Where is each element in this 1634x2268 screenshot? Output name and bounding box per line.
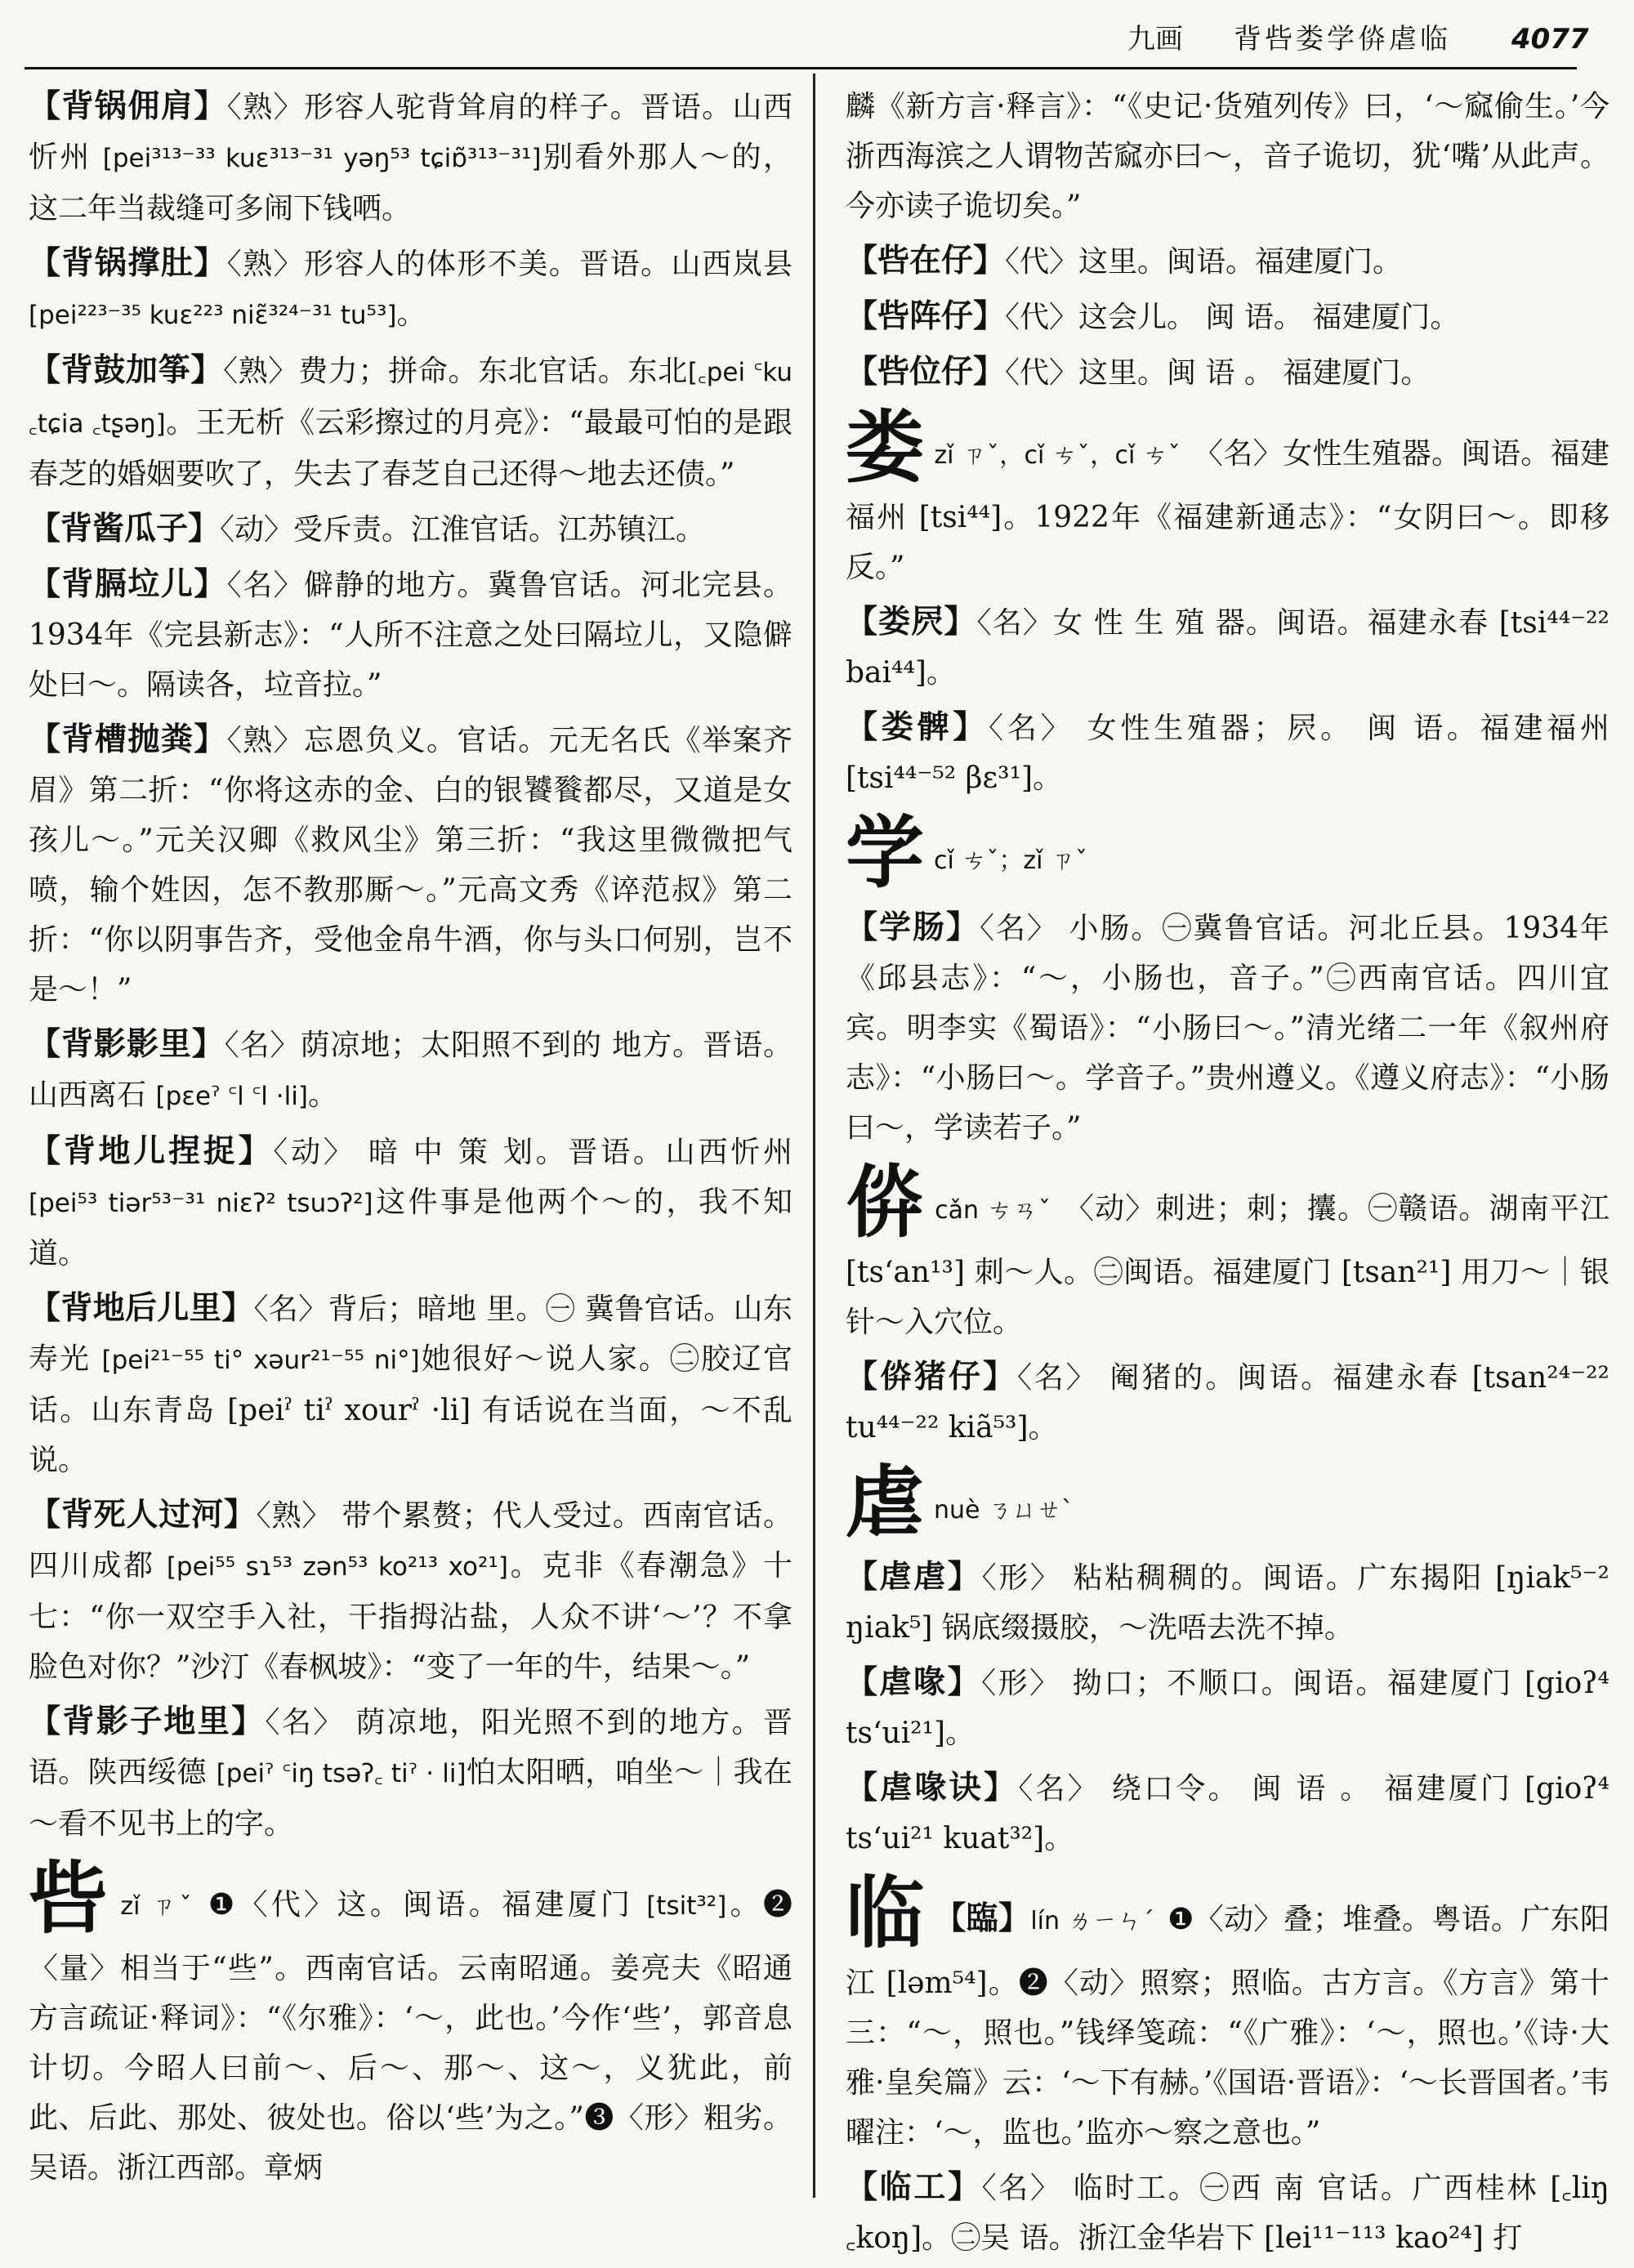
entry-ipa: [pei⁵⁵ sɿ⁵³ zən⁵³ ko²¹³ xo²¹]	[166, 1552, 508, 1582]
entry-body: 〈名〉荫凉地；太阳照不到的 地方。晋语。山西离石	[29, 1029, 792, 1112]
headword-pinyin: lín ㄌㄧㄣˊ	[1030, 1907, 1155, 1935]
headword-pinyin: nuè ㄋㄩㄝˋ	[934, 1496, 1074, 1525]
headword-pinyin: cǎn ㄘㄢˇ	[935, 1196, 1052, 1225]
entry	[29, 504, 792, 555]
headword-char: 学	[846, 806, 924, 899]
entry-head: 【学肠】	[846, 909, 980, 946]
entry-ipa: [pɛeˀ ꜂l ꜂l ·li]	[155, 1082, 308, 1111]
headword-char: 娄	[846, 401, 925, 493]
entry-body: 〈熟〉忘恩负义。官话。元无名氏《举案齐眉》第二折：“你将这赤的金、白的银饕餮都尽，又道是女孩儿～。”元关汉卿《救风尘》第三折：“我这里微微把气喷，输个姓因，怎不教那厮～。”元高文秀《谇范叔》第二折：“你以阴事告齐，受他金帛牛酒，你与头口何别，岂不是～！”	[29, 724, 792, 1007]
entry	[29, 1020, 792, 1122]
headword-pinyin: zǐ ㄗˇ，cǐ ㄘˇ，cǐ ㄘˇ	[934, 441, 1181, 470]
entry-head: 【虐喙诀】	[846, 1769, 1019, 1806]
entry-body: 〈熟〉形容人驼背耸肩的样子。晋语。山西忻州	[29, 91, 792, 174]
entry-body: 〈代〉这里。闽语。福建厦门。	[1005, 245, 1403, 279]
entry-head: 【背影影里】	[29, 1025, 225, 1063]
entry	[846, 236, 1609, 287]
entry-body: 〈名〉僻静的地方。冀鲁官话。河北完县。1934年《完县新志》：“人所不注意之处曰隔垃儿，又隐僻处曰～。隔读各，垃音拉。”	[29, 569, 792, 702]
entry-ipa: [pei²¹⁻⁵⁵ ti° xəur²¹⁻⁵⁵ ni°]	[101, 1346, 420, 1375]
entry-tail: 。	[396, 297, 426, 331]
headword-entry	[29, 1854, 792, 2193]
entry-tail: 她很好～说人家。㊁胶辽官话。山东青岛 [peiˀ tiˀ xourˀ ·li] 有话说在当面，～不乱说。	[29, 1342, 792, 1477]
entry-head: 【背死人过河】	[29, 1496, 257, 1534]
page-number: 4077	[1511, 23, 1589, 56]
headword-body: 〈动〉刺进；刺；攮。㊀赣语。湖南平江 [ts‘an¹³] 刺～人。㊁闽语。福建厦门 [tsan²¹] 用刀～｜银针～入穴位。	[846, 1192, 1609, 1339]
headword-body: ❶〈动〉叠；堆叠。粤语。广东阳江 [ləm⁵⁴]。❷〈动〉照察；照临。古方言。《方言》第十三：“～，照也。”钱绎笺疏：“《广雅》：‘～，照也。’《诗·大雅·皇矣篇》云：‘～下有赫。’《国语·晋语》：‘～长晋国者。’韦曜注：‘～，监也。’监亦～察之意也。”	[846, 1903, 1609, 2150]
entry-ipa: [꜀pei ꜂ku ꜀tɕia ꜀tʂəŋ]	[29, 358, 792, 439]
entry	[29, 1284, 792, 1485]
entry-tail: 这件事是他两个～的，我不知道。	[29, 1185, 792, 1270]
entry	[29, 82, 792, 234]
entry	[846, 347, 1609, 398]
entry-head: 【背鼓加筝】	[29, 351, 224, 389]
entry-head: 【虐喙】	[846, 1663, 982, 1701]
headword-char: 㑞	[846, 1156, 926, 1248]
entry	[846, 1552, 1609, 1653]
entry	[29, 1490, 792, 1692]
entry	[846, 1763, 1609, 1864]
entry-head: 【背影子地里】	[29, 1703, 266, 1740]
headword-char: 虐	[846, 1456, 924, 1548]
entry-tail: 。	[307, 1078, 337, 1112]
section-label: 九画	[1127, 23, 1183, 56]
entry	[29, 239, 792, 341]
entry-head: 【背槽抛粪】	[29, 721, 227, 758]
header-rule	[25, 67, 1577, 69]
headword-entry	[846, 808, 1609, 898]
entry-body: 〈动〉受斥责。江淮官话。江苏镇江。	[220, 513, 706, 547]
entry-body: 〈名〉 绕口令。 闽 语 。 福建厦门 [gioʔ⁴ ts‘ui²¹ kuat³²]。	[846, 1772, 1609, 1855]
page-header	[1078, 15, 1589, 64]
entry	[29, 346, 792, 499]
entry-tail: 别看外那人～的，这二年当裁缝可多闹下钱哂。	[29, 141, 792, 225]
entry-body: 〈动〉 暗 中 策 划。晋语。山西忻州	[273, 1136, 792, 1169]
headword-body: ❶〈代〉这。闽语。福建厦门	[208, 1888, 634, 1922]
entry-body: 〈名〉 临时工。㊀西 南 官话。广西桂林 [꜀liŋ ꜀koŋ]。㊁吴 语。浙江金华岩下 [lei¹¹⁻¹¹³ kao²⁴] 打	[846, 2172, 1609, 2255]
entry-body: 〈名〉 小肠。㊀冀鲁官话。河北丘县。1934年《邱县志》：“～，小肠也，音子。”㊁西南官话。四川宜宾。明李实《蜀语》：“小肠曰～。”清光绪二一年《叙州府志》：“小肠曰～。学音子。”贵州遵义。《遵义府志》：“小肠曰～，学读若子。”	[846, 912, 1609, 1145]
entry-head: 【背酱瓜子】	[29, 510, 221, 547]
headword-char: 临	[846, 1867, 925, 1959]
header-characters: 背呰娄学㑞虐临	[1234, 23, 1451, 56]
headword-tail: 。❷〈量〉相当于“些”。西南官话。云南昭通。姜亮夫《昭通方言疏证·释词》：“《尔雅》：‘～，此也。’今作‘些’，郭音息计切。今昭人曰前～、后～、那～、这～，义犹此，前此、后此、那处、彼处也。俗以‘些’为之。”❸〈形〉粗劣。吴语。浙江西部。章炳	[29, 1888, 792, 2185]
entry	[846, 292, 1609, 342]
entry-head: 【㑞猪仔】	[846, 1358, 1017, 1395]
entry-head: 【虐虐】	[846, 1558, 982, 1596]
entry-head: 【背锅撑肚】	[29, 244, 227, 282]
right-column	[846, 82, 1609, 2268]
entry-tail: 怕太阳晒，咱坐～｜我在～看不见书上的字。	[29, 1756, 792, 1841]
continued-text: 麟《新方言·释言》：“《史记·货殖列传》曰，‘～窳偷生。’今浙西海滨之人谓物苦窳亦曰～，音子诡切，犹‘嘴’从此声。今亦读子诡切矣。”	[846, 90, 1609, 223]
entry-head: 【背锅佣肩】	[29, 87, 227, 125]
entry-body: 〈熟〉费力；拼命。东北官话。东北	[223, 355, 688, 388]
headword-entry	[846, 1868, 1609, 2158]
entry-head: 【呰位仔】	[846, 353, 1006, 391]
entry-ipa: [peiˀ ꜂iŋ tsəʔ꜀ tiˀ · li]	[216, 1759, 467, 1788]
entry-ipa: [tsit³²]	[646, 1891, 727, 1921]
entry-body: 〈名〉 女性生殖器；屄。 闽 语。福建福州 [tsi⁴⁴⁻⁵² βɛ³¹]。	[846, 712, 1609, 795]
entry	[29, 1697, 792, 1849]
entry-head: 【娄屄】	[846, 603, 977, 641]
entry	[846, 1658, 1609, 1758]
entry-body: 〈代〉这里。闽 语 。 福建厦门。	[1005, 356, 1431, 390]
column-divider	[813, 74, 815, 2198]
headword-pinyin: cǐ ㄘˇ；zǐ ㄗˇ	[934, 846, 1087, 875]
left-column	[29, 82, 792, 2198]
entry	[846, 1352, 1609, 1453]
entry-head: 【呰阵仔】	[846, 297, 1006, 335]
headword-pinyin: zǐ ㄗˇ	[120, 1892, 195, 1921]
headword-entry	[846, 403, 1609, 592]
headword-body: 〈名〉女性生殖器。闽语。福建福州 [tsi⁴⁴]。1922年《福建新通志》：“女阴曰～。即移反。”	[846, 437, 1609, 584]
entry-ipa: [pei³¹³⁻³³ kuɛ³¹³⁻³¹ yəŋ⁵³ tɕiɒ̃³¹³⁻³¹]	[102, 144, 542, 173]
entry	[846, 903, 1609, 1153]
headword-entry	[846, 1158, 1609, 1347]
entry-body: 〈名〉女 性 生 殖 器。闽语。福建永春 [tsi⁴⁴⁻²² bai⁴⁴]。	[846, 606, 1609, 690]
entry	[846, 597, 1609, 698]
entry-head: 【呰在仔】	[846, 242, 1006, 279]
headword-char: 呰	[29, 1852, 111, 1944]
entry-body: 〈熟〉形容人的体形不美。晋语。山西岚县	[226, 248, 792, 281]
entry	[846, 2163, 1609, 2263]
entry-head: 【背地儿捏捉】	[29, 1132, 274, 1170]
entry-body: 〈形〉 粘粘稠稠的。闽语。广东揭阳 [ŋiak⁵⁻² ŋiak⁵] 锅底缀摄胶，～洗唔去洗不掉。	[846, 1561, 1609, 1645]
entry-body: 〈名〉 阉猪的。闽语。福建永春 [tsan²⁴⁻²² tu⁴⁴⁻²² kiã⁵³]。	[846, 1361, 1609, 1444]
entry-body: 〈名〉 荫凉地，阳光照不到的地方。晋语。陕西绥德	[29, 1706, 792, 1789]
entry-body: 〈形〉 拗口；不顺口。闽语。福建厦门 [gioʔ⁴ ts‘ui²¹]。	[846, 1667, 1609, 1750]
entry-head: 【娄髀】	[846, 708, 989, 746]
headword-traditional: 【臨】	[934, 1900, 1031, 1937]
entry-body: 〈熟〉 带个累赘；代人受过。西南官话。四川成都	[29, 1499, 792, 1583]
entry	[29, 1127, 792, 1279]
entry-head: 【临工】	[846, 2168, 982, 2206]
entry-head: 【背膈垃儿】	[29, 565, 227, 603]
entry	[29, 560, 792, 710]
entry	[29, 715, 792, 1015]
entry-tail: 。王无析《云彩擦过的月亮》：“最最可怕的是跟春芝的婚姻要吹了，失去了春芝自己还得～地去还债。”	[29, 406, 793, 491]
entry-head: 【背地后儿里】	[29, 1289, 254, 1327]
entry	[846, 703, 1609, 803]
entry-ipa: [pei⁵³ tiər⁵³⁻³¹ niɛʔ² tsuɔʔ²]	[29, 1189, 373, 1218]
entry-body: 〈代〉这会儿。 闽 语。 福建厦门。	[1005, 301, 1460, 334]
entry-tail: 。克非《春潮急》十七：“你一双空手入社，干指拇沾盐，人众不讲‘～’？不拿脸色对你？”沙汀《春枫坡》：“变了一年的牛，结果～。”	[29, 1549, 792, 1684]
entry-body: 〈名〉背后；暗地 里。㊀ 冀鲁官话。山东寿光	[29, 1292, 792, 1376]
entry-ipa: [pei²²³⁻³⁵ kuɛ²²³ niɛ̃³²⁴⁻³¹ tu⁵³]	[29, 301, 397, 330]
headword-entry	[846, 1458, 1609, 1547]
